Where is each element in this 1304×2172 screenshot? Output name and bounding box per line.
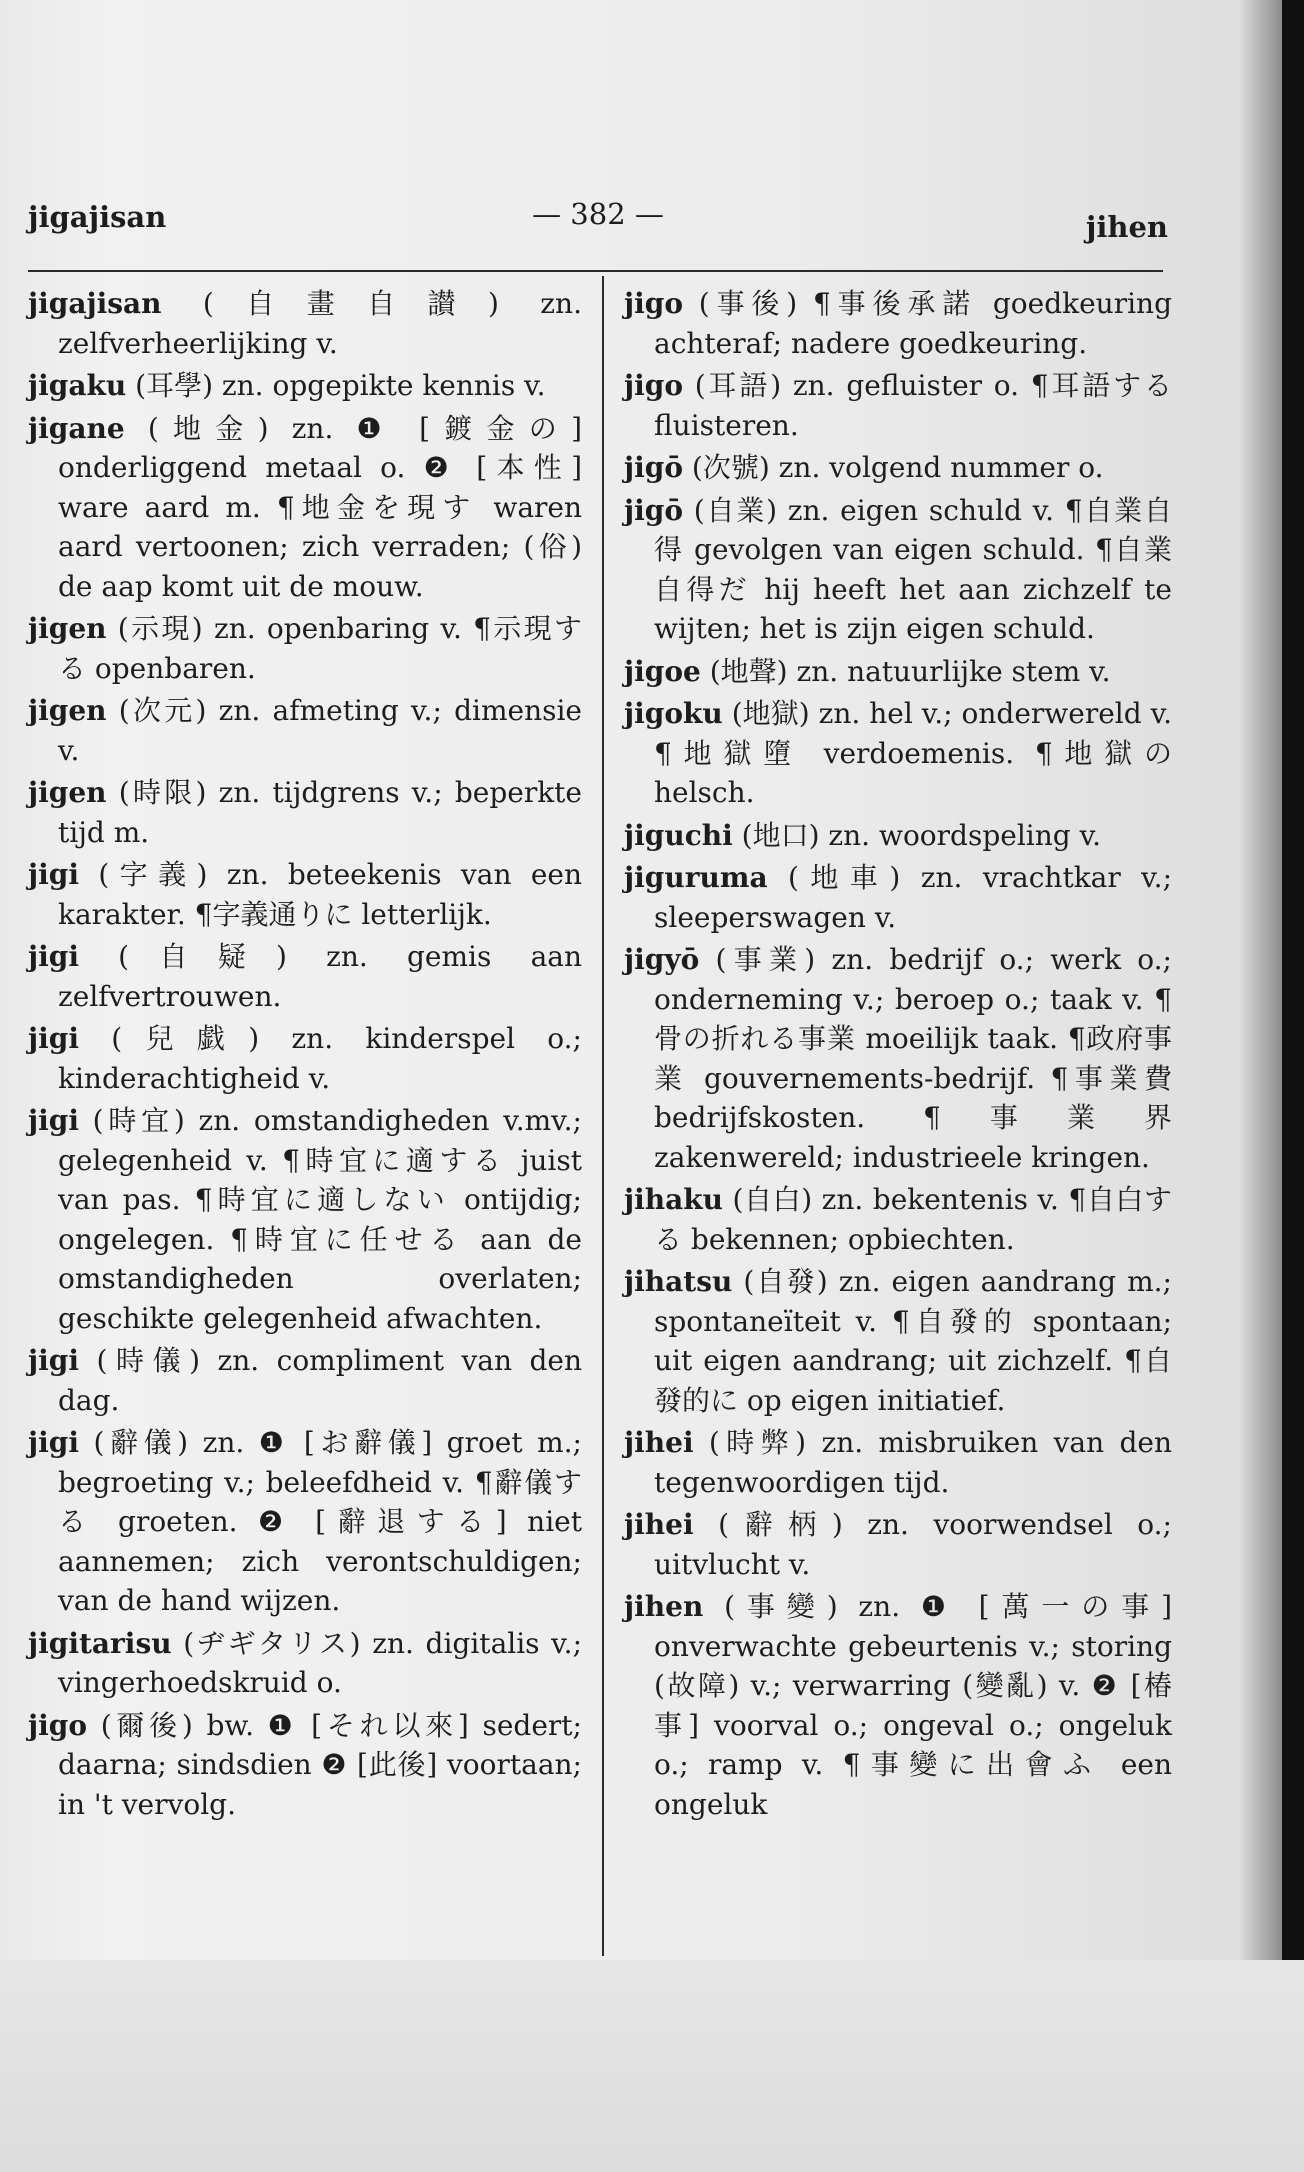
dictionary-entry xyxy=(624,448,1172,488)
entry-definition: (次號) zn. volgend nummer o. xyxy=(683,451,1104,484)
entry-headword: jigi xyxy=(28,1344,79,1377)
dictionary-entry xyxy=(28,409,582,607)
dictionary-entry xyxy=(28,1101,582,1338)
dictionary-entry xyxy=(624,858,1172,937)
entry-headword: jihei xyxy=(624,1508,694,1541)
entry-headword: jigo xyxy=(624,287,684,320)
dictionary-entry xyxy=(28,1423,582,1621)
dictionary-entry xyxy=(624,816,1172,856)
entry-headword: jihei xyxy=(624,1426,694,1459)
dictionary-entry xyxy=(624,366,1172,445)
entry-headword: jigajisan xyxy=(28,287,162,320)
page-header xyxy=(28,197,1168,250)
entry-definition: (時限) zn. tijdgrens v.; beperkte tijd m. xyxy=(58,776,582,849)
entry-headword: jigen xyxy=(28,694,107,727)
entry-definition: (地聲) zn. natuurlijke stem v. xyxy=(700,654,1111,688)
dictionary-entry xyxy=(624,1262,1172,1420)
entry-headword: jigi xyxy=(28,1104,79,1137)
entry-headword: jigi xyxy=(28,1426,79,1459)
entry-definition: (地金) zn. ❶ [鍍金の] onderliggend metaal o. ❷ [本性] ware aard m. ¶地金を現す waren aard vertoonen; zich verraden; (俗) de aap komt uit de mouw. xyxy=(58,411,582,603)
entry-definition: (事後) ¶事後承諾 goedkeuring achteraf; nadere goedkeuring. xyxy=(654,287,1172,360)
dictionary-entry xyxy=(624,694,1172,813)
entry-headword: jihatsu xyxy=(624,1265,733,1298)
entry-headword: jigō xyxy=(624,451,684,484)
dictionary-entry xyxy=(28,1624,582,1703)
left-column xyxy=(28,284,582,1827)
entry-headword: jigoku xyxy=(624,697,723,730)
entry-definition: (地口) zn. woordspeling v. xyxy=(732,818,1102,852)
dictionary-entry xyxy=(624,1423,1172,1502)
header-first-guide-word: jigajisan xyxy=(28,200,167,234)
entry-definition: (辭儀) zn. ❶ [お辭儀] groet m.; begroeting v.; beleefdheid v. ¶辭儀する groeten. ❷ [辭退する] niet aannemen; zich verontschuldigen; van de hand wijzen. xyxy=(58,1426,582,1617)
entry-definition: (兒戯) zn. kinderspel o.; kinderachtigheid v. xyxy=(58,1022,582,1095)
entry-headword: jigi xyxy=(28,858,79,891)
entry-definition: (耳語) zn. gefluister o. ¶耳語する fluisteren. xyxy=(654,369,1172,442)
page-number: — 382 — xyxy=(532,197,664,231)
book-spine-shadow xyxy=(1282,0,1304,2172)
dictionary-entry xyxy=(28,366,582,406)
entry-headword: jiguchi xyxy=(624,818,733,852)
entry-headword: jiguruma xyxy=(624,861,768,894)
entry-headword: jigaku xyxy=(28,369,127,402)
entry-definition: (時宜) zn. omstandigheden v.mv.; gelegenheid v. ¶時宜に適する juist van pas. ¶時宜に適しない ontijdig; ongelegen. ¶時宜に任せる aan de omstandigheden overlaten; geschikte gelegenheid afwachten. xyxy=(58,1104,582,1335)
dictionary-entry xyxy=(624,1180,1172,1259)
entry-definition: (地獄) zn. hel v.; onderwereld v. ¶地獄墮 verdoemenis. ¶地獄の helsch. xyxy=(654,697,1172,809)
header-rule xyxy=(28,270,1163,272)
entry-definition: (耳學) zn. opgepikte kennis v. xyxy=(126,369,546,402)
entry-definition: (字義) zn. beteekenis van een karakter. ¶字義通りに letterlijk. xyxy=(58,858,582,931)
entry-headword: jigen xyxy=(28,612,107,645)
entry-headword: jigo xyxy=(624,369,684,402)
dictionary-entry xyxy=(624,1587,1172,1824)
entry-definition: (ヂギタリス) zn. digitalis v.; vingerhoedskruid o. xyxy=(58,1626,582,1699)
dictionary-entry xyxy=(28,855,582,934)
entry-headword: jigyō xyxy=(624,943,700,976)
entry-headword: jigi xyxy=(28,940,79,973)
entry-headword: jigoe xyxy=(624,654,701,688)
dictionary-entry xyxy=(624,284,1172,363)
dictionary-entry xyxy=(28,609,582,688)
dictionary-entry xyxy=(28,937,582,1016)
dictionary-entry xyxy=(28,1341,582,1420)
dictionary-entry xyxy=(624,1505,1172,1584)
entry-definition: (自疑) zn. gemis aan zelfvertrouwen. xyxy=(58,940,582,1013)
entry-headword: jigi xyxy=(28,1022,79,1055)
entry-definition: (自白) zn. bekentenis v. ¶自白する bekennen; opbiechten. xyxy=(654,1183,1172,1256)
dictionary-entry xyxy=(624,491,1172,649)
entry-headword: jihen xyxy=(624,1590,704,1623)
dictionary-entry xyxy=(624,940,1172,1177)
entry-definition: (示現) zn. openbaring v. ¶示現する openbaren. xyxy=(58,612,582,685)
entry-headword: jigō xyxy=(624,493,684,527)
entry-definition: (時儀) zn. compliment van den dag. xyxy=(58,1344,582,1417)
entry-definition: (自發) zn. eigen aandrang m.; spontaneïteit v. ¶自發的 spontaan; uit eigen aandrang; uit zichzelf. ¶自發的に op eigen initiatief. xyxy=(654,1265,1172,1417)
dictionary-entry xyxy=(28,691,582,770)
dictionary-entry xyxy=(28,284,582,363)
column-divider xyxy=(602,276,604,1956)
dictionary-entry xyxy=(624,652,1172,692)
entry-definition: (自業) zn. eigen schuld v. ¶自業自得 gevolgen van eigen schuld. ¶自業自得だ hij heeft het aan zichzelf te wijten; het is zijn eigen schuld. xyxy=(654,493,1172,645)
entry-headword: jigitarisu xyxy=(28,1626,172,1660)
entry-definition: (辭柄) zn. voorwendsel o.; uitvlucht v. xyxy=(654,1508,1172,1581)
entry-headword: jigen xyxy=(28,776,107,809)
dictionary-entry xyxy=(28,773,582,852)
entry-definition: (自畫自讃) zn. zelfverheerlijking v. xyxy=(58,287,582,360)
header-last-guide-word: jihen xyxy=(1085,210,1168,244)
right-column xyxy=(624,284,1172,1827)
entry-definition: (事業) zn. bedrijf o.; werk o.; onderneming v.; beroep o.; taak v. ¶骨の折れる事業 moeilijk taak. ¶政府事業 gouvernements-bedrijf. ¶事業費 bedrijfskosten. ¶事業界 zakenwereld; industrieele kringen. xyxy=(654,943,1172,1174)
dictionary-entry xyxy=(28,1706,582,1825)
entry-definition: (爾後) bw. ❶ [それ以來] sedert; daarna; sindsdien ❷ [此後] voortaan; in 't vervolg. xyxy=(58,1708,582,1821)
entry-definition: (時弊) zn. misbruiken van den tegenwoordigen tijd. xyxy=(654,1426,1172,1499)
entry-headword: jigane xyxy=(28,411,125,445)
dictionary-entry xyxy=(28,1019,582,1098)
entry-headword: jigo xyxy=(28,1708,88,1742)
page-bottom-margin xyxy=(0,1960,1304,2172)
entry-definition: (事變) zn. ❶ [萬一の事] onverwachte gebeurtenis v.; storing (故障) v.; verwarring (變亂) v. ❷ [椿事] voorval o.; ongeval o.; ongeluk o.; ramp v. ¶事變に出會ふ een ongeluk xyxy=(654,1590,1172,1821)
entry-definition: (地車) zn. vrachtkar v.; sleeperswagen v. xyxy=(654,861,1172,934)
entry-headword: jihaku xyxy=(624,1183,724,1216)
entry-definition: (次元) zn. afmeting v.; dimensie v. xyxy=(58,694,582,767)
